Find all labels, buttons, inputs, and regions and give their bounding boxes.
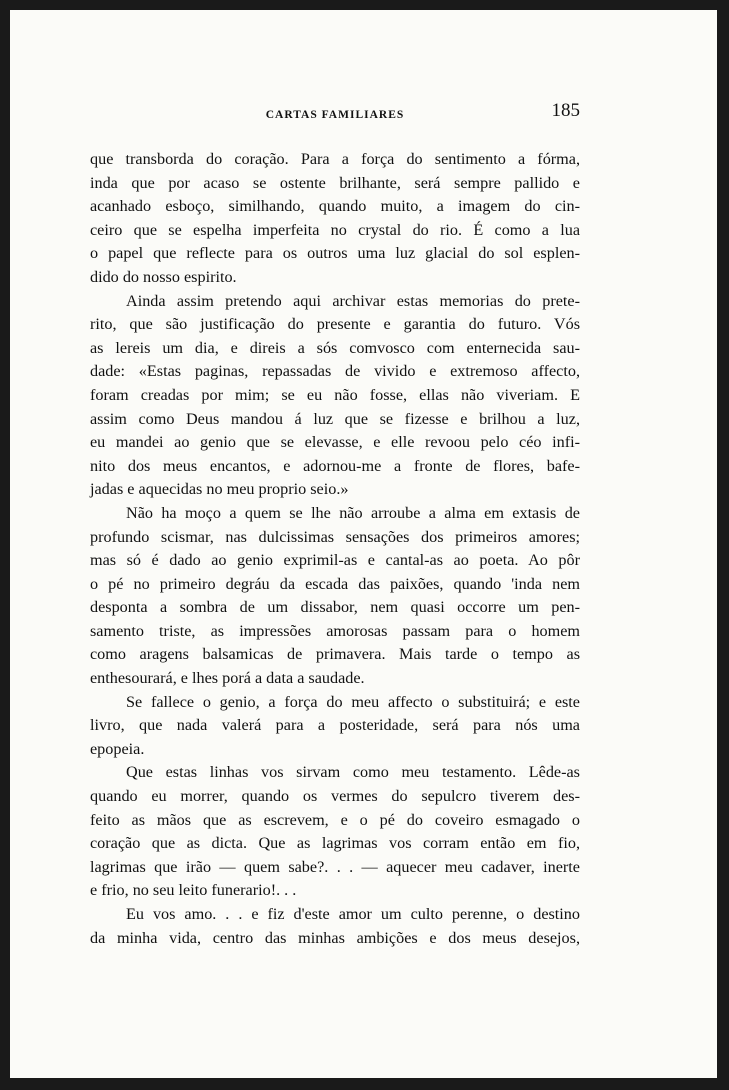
text-line: mas só é dado ao genio exprimil-as e cantal-as ao poeta. Ao pôr [90, 551, 580, 570]
text-line: as lereis um dia, e direis a sós comvosco com enternecida sau- [90, 338, 580, 357]
text-line: desponta a sombra de um dissabor, nem quasi occorre um pen- [90, 598, 580, 617]
text-line: lagrimas que irão — quem sabe?. . . — aquecer meu cadaver, inerte [90, 857, 580, 876]
text-line: profundo scismar, nas dulcissimas sensações dos primeiros amores; [90, 527, 580, 546]
text-line: rito, que são justificação do presente e garantia do futuro. Vós [90, 315, 580, 334]
text-line: Ainda assim pretendo aqui archivar estas memorias do prete- [126, 291, 580, 310]
text-line: quando eu morrer, quando os vermes do sepulcro tiverem des- [90, 787, 580, 806]
text-line: foram creadas por mim; se eu não fosse, ellas não viveriam. E [90, 385, 580, 404]
text-line: acanhado esboço, similhando, quando muito, a imagem do cin- [90, 197, 580, 216]
text-line: feito as mãos que as escrevem, e o pé do coveiro esmagado o [90, 810, 580, 829]
text-line: Se fallece o genio, a força do meu affecto o substituirá; e este [126, 692, 580, 711]
body-text [90, 148, 580, 950]
text-line: como aragens balsamicas de primavera. Mais tarde o tempo as [90, 645, 580, 664]
text-line: da minha vida, centro das minhas ambições e dos meus desejos, [90, 928, 580, 947]
book-page [10, 10, 717, 1078]
text-line: jadas e aquecidas no meu proprio seio.» [90, 480, 349, 499]
text-line: dido do nosso espirito. [90, 267, 237, 286]
text-line: que transborda do coração. Para a força do sentimento a fórma, [90, 150, 580, 168]
running-title: CARTAS FAMILIARES [265, 109, 405, 121]
text-line: Eu vos amo. . . e fiz d'este amor um culto perenne, o destino [126, 905, 580, 923]
text-line: e frio, no seu leito funerario!. . . [90, 881, 297, 900]
text-line: dade: «Estas paginas, repassadas de vivido e extremoso affecto, [90, 362, 580, 381]
text-line: livro, que nada valerá para a posteridade, será para nós uma [90, 716, 580, 735]
text-line: enthesourará, e lhes porá a data a saudade. [90, 669, 365, 688]
text-line: Que estas linhas vos sirvam como meu testamento. Lêde-as [126, 763, 580, 782]
text-line: coração que as dicta. Que as lagrimas vos corram então em fio, [90, 834, 580, 853]
text-line: o papel que reflecte para os outros uma luz glacial do sol esplen- [90, 244, 580, 263]
text-line: o pé no primeiro degráu da escada das paixões, quando 'inda nem [90, 574, 580, 593]
page-number: 185 [551, 100, 580, 121]
text-line: nito dos meus encantos, e adornou-me a fronte de flores, bafe- [90, 456, 580, 475]
text-line: Não ha moço a quem se lhe não arroube a alma em extasis de [126, 503, 580, 522]
text-line: inda que por acaso se ostente brilhante, será sempre pallido e [90, 173, 580, 192]
text-line: eu mandei ao genio que se elevasse, e elle revoou pelo céo infi- [90, 433, 580, 452]
text-line: ceiro que se espelha imperfeita no crystal do rio. É como a lua [90, 220, 580, 239]
running-head [90, 100, 580, 128]
text-line: assim como Deus mandou á luz que se fizesse e brilhou a luz, [90, 409, 580, 428]
text-line: samento triste, as impressões amorosas passam para o homem [90, 621, 580, 640]
text-line: epopeia. [90, 739, 145, 758]
